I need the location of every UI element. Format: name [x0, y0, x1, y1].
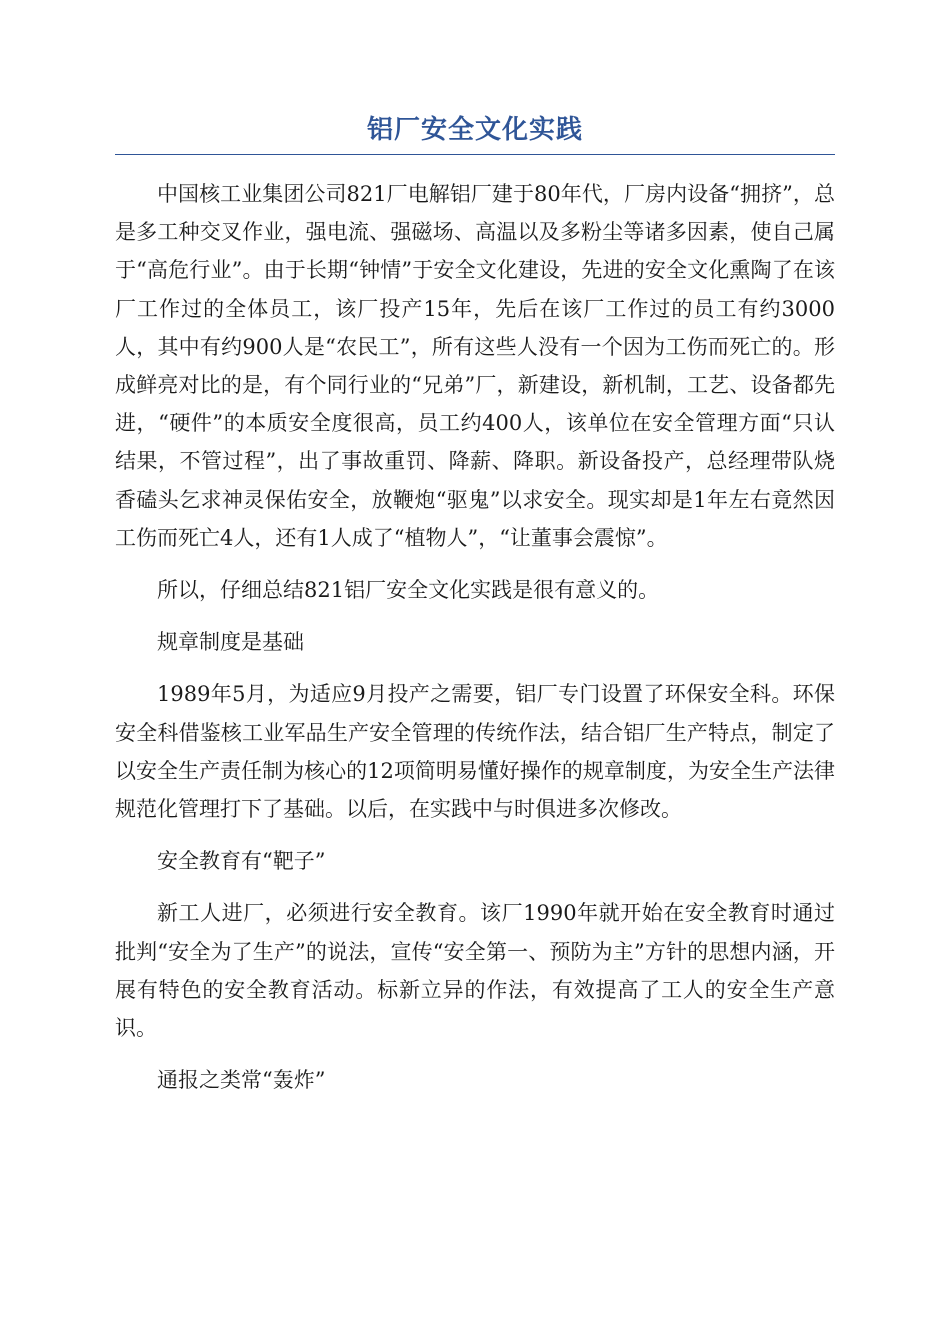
title-underline [115, 154, 835, 155]
summary-paragraph: 所以，仔细总结821铝厂安全文化实践是很有意义的。 [157, 578, 660, 603]
section-heading-bulletins: 通报之类常“轰炸” [157, 1068, 326, 1093]
document-title: 铝厂安全文化实践 [366, 115, 583, 145]
section-heading-rules: 规章制度是基础 [157, 630, 304, 655]
section-heading-education: 安全教育有“靶子” [157, 849, 326, 874]
section-body-education: 新工人进厂，必须进行安全教育。该厂1990年就开始在安全教育时通过批判“安全为了生产”的说法，宣传“安全第一、预防为主”方针的思想内涵，开展有特色的安全教育活动。标新立异的作法，有效提高了工人的安全生产意识。 [115, 901, 835, 1041]
intro-paragraph: 中国核工业集团公司821厂电解铝厂建于80年代，厂房内设备“拥挤”，总是多工种交叉作业，强电流、强磁场、高温以及多粉尘等诸多因素，使自己属于“高危行业”。由于长期“钟情”于安全文化建设，先进的安全文化熏陶了在该厂工作过的全体员工，该厂投产15年，先后在该厂工作过的员工有约3000人，其中有约900人是“农民工”，所有这些人没有一个因为工伤而死亡的。形成鲜亮对比的是，有个同行业的“兄弟”厂，新建设，新机制，工艺、设备都先进，“硬件”的本质安全度很高，员工约400人，该单位在安全管理方面“只认结果，不管过程”，出了事故重罚、降薪、降职。新设备投产，总经理带队烧香磕头乞求神灵保佑安全，放鞭炮“驱鬼”以求安全。现实却是1年左右竟然因工伤而死亡4人，还有1人成了“植物人”，“让董事会震惊”。 [115, 182, 835, 550]
document-page [115, 112, 835, 1113]
section-body-rules: 1989年5月，为适应9月投产之需要，铝厂专门设置了环保安全科。环保安全科借鉴核工业军品生产安全管理的传统作法，结合铝厂生产特点，制定了以安全生产责任制为核心的12项简明易懂好操作的规章制度，为安全生产法律规范化管理打下了基础。以后，在实践中与时俱进多次修改。 [115, 682, 835, 822]
